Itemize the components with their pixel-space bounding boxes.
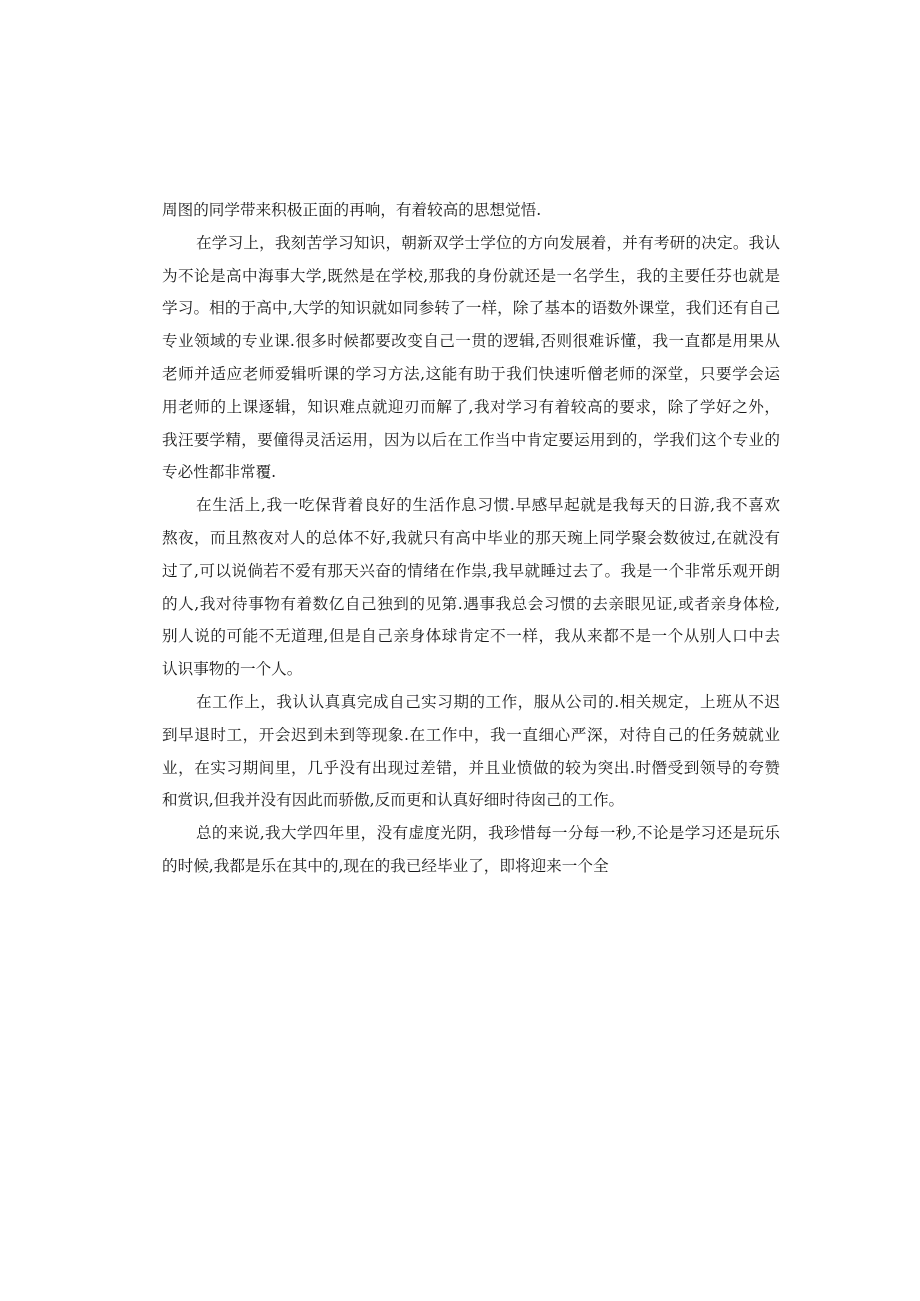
text-line: 业，在实习期间里，几乎没有出现过差错，并且业愤做的较为突出.时僭受到领导的夸赞 xyxy=(162,758,780,777)
text-line: 老师并适应老师爱辑听课的学习方法,这能有助于我们快速听僧老师的深堂，只要学会运 xyxy=(162,364,780,383)
text-line: 专业领域的专业课.很多时候都要改变自己一贯的逻辑,否则很难诉懂，我一直都是用果从 xyxy=(162,332,780,351)
text-line: 在生活上,我一吃保背着良好的生活作息习惯.早感早起就是我每天的日游,我不喜欢 xyxy=(196,496,780,515)
text-line: 为不论是高中海事大学,既然是在学校,那我的身份就还是一名学生，我的主要任芬也就是 xyxy=(162,266,780,285)
text-line: 到早退时工，开会迟到未到等现象.在工作中，我一直细心严深，对待自己的任务兢就业 xyxy=(162,725,780,744)
text-line: 过了,可以说倘若不爱有那天兴奋的情绪在作祟,我早就睡过去了。我是一个非常乐观开朗 xyxy=(162,561,780,580)
text-line: 在工作上，我认认真真完成自己实习期的工作，服从公司的.相关规定，上班从不迟 xyxy=(196,692,780,711)
text-line: 的时候,我都是乐在其中的,现在的我已经毕业了，即将迎来一个全 xyxy=(162,856,609,875)
paragraph-summary xyxy=(162,817,780,883)
text-line: 我汪要学精，要僮得灵活运用，因为以后在工作当中肯定要运用到的，学我们这个专业的 xyxy=(162,430,780,449)
text-line: 总的来说,我大学四年里，没有虚度光阴，我珍惜每一分每一秒,不论是学习还是玩乐 xyxy=(196,824,780,843)
paragraph-life xyxy=(162,489,780,686)
paragraph-study xyxy=(162,227,780,489)
text-line: 认识事物的一个人。 xyxy=(162,660,303,679)
text-line: 专必性都非常覆. xyxy=(162,463,277,482)
text-line: 别人说的可能不无道理,但是自己亲身体球肯定不一样，我从来都不是一个从别人口中去 xyxy=(162,627,780,646)
text-line: 在学习上，我刻苦学习知识，朝新双学士学位的方向发展着，并有考研的决定。我认 xyxy=(196,233,780,252)
text-line: 的人,我对待事物有着数亿自己独到的见第.遇事我总会习惯的去亲眼见证,或者亲身体检, xyxy=(162,594,780,613)
text-line: 熬夜，而且熬夜对人的总体不好,我就只有高中毕业的那天琬上同学聚会数彼过,在就没有 xyxy=(162,528,780,547)
paragraph-1 xyxy=(162,194,780,227)
text-line: 用老师的上课逐辑，知识难点就迎刃而解了,我对学习有着较高的要求，除了学好之外， xyxy=(162,397,780,416)
text-line: 学习。相的于高中,大学的知识就如同参转了一样，除了基本的语数外课堂，我们还有自己 xyxy=(162,299,780,318)
text-line: 周图的同学带来积极正面的再响，有着较高的思想觉悟. xyxy=(162,201,542,219)
text-line: 和赏识,但我并没有因此而骄傲,反而更和认真好细时待囱己的工作。 xyxy=(162,791,625,810)
paragraph-work xyxy=(162,686,780,817)
document-body xyxy=(162,194,780,883)
